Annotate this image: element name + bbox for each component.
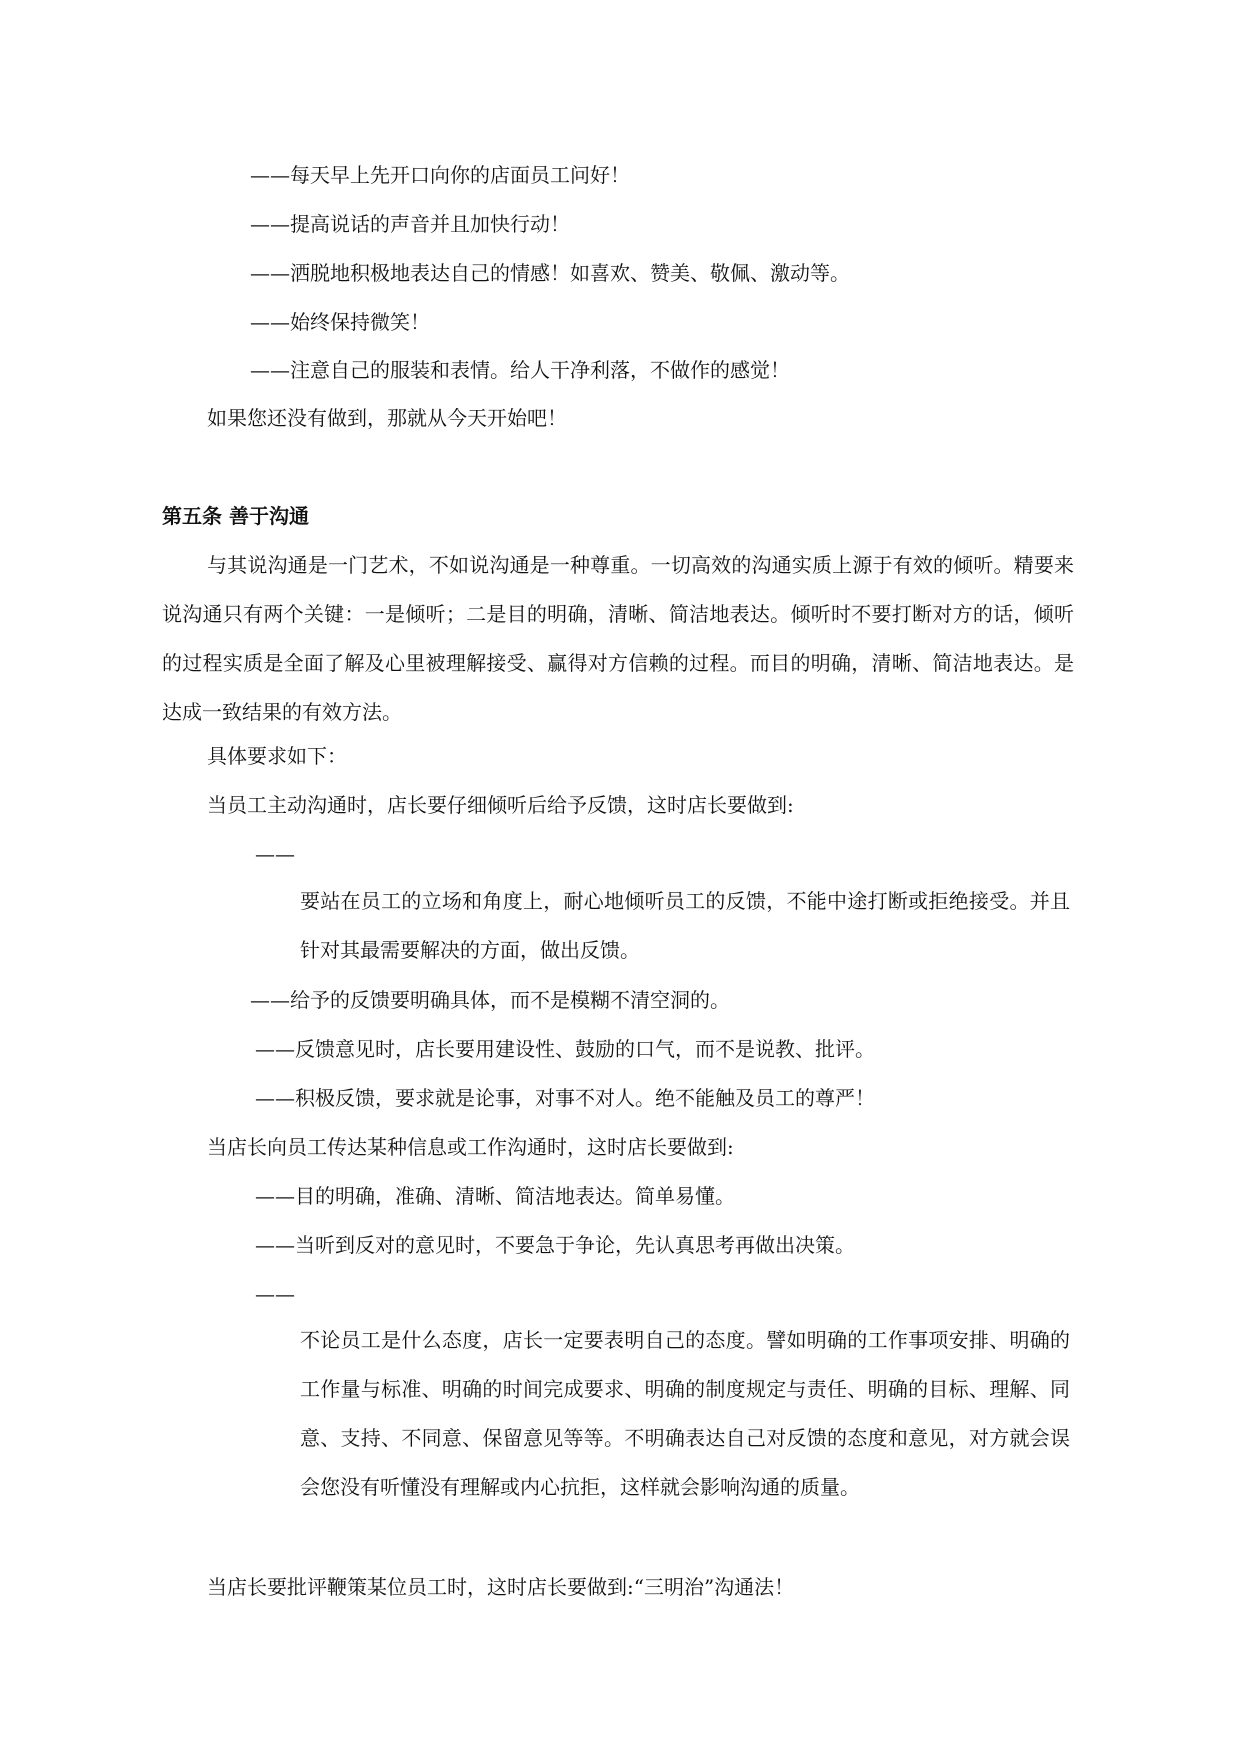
intro-closing: 如果您还没有做到，那就从今天开始吧！ (207, 406, 567, 430)
list-item: ——反馈意见时，店长要用建设性、鼓励的口气，而不是说教、批评。 (255, 1037, 875, 1061)
list-item: ——当听到反对的意见时，不要急于争论，先认真思考再做出决策。 (255, 1233, 855, 1257)
section-paragraph: 与其说沟通是一门艺术，不如说沟通是一种尊重。一切高效的沟通实质上源于有效的倾听。精要来说沟通只有两个关键：一是倾听；二是目的明确，清晰、简洁地表达。倾听时不要打断对方的话，倾听的过程实质是全面了解及心里被理解接受、赢得对方信赖的过程。而目的明确，清晰、简洁地表达。是达成一致结果的有效方法。 (162, 553, 1074, 724)
case-intro: 当店长要批评鞭策某位员工时，这时店长要做到:“三明治”沟通法！ (207, 1575, 795, 1599)
list-item: ——始终保持微笑！ (250, 310, 430, 334)
case-intro: 当店长向员工传达某种信息或工作沟通时，这时店长要做到: (207, 1135, 734, 1159)
dash-marker: —— (255, 842, 295, 866)
list-item: ——洒脱地积极地表达自己的情感！如喜欢、赞美、敬佩、激动等。 (250, 261, 850, 285)
list-item: ——提高说话的声音并且加快行动！ (250, 212, 570, 236)
list-item: 不论员工是什么态度，店长一定要表明自己的态度。譬如明确的工作事项安排、明确的工作量与标准、明确的时间完成要求、明确的制度规定与责任、明确的目标、理解、同意、支持、不同意、保留意见等等。不明确表达自己对反馈的态度和意见，对方就会误会您没有听懂没有理解或内心抗拒，这样就会影响沟通的质量。 (300, 1328, 1070, 1499)
list-item: ——目的明确，准确、清晰、简洁地表达。简单易懂。 (255, 1184, 735, 1208)
requirements-intro: 具体要求如下： (207, 744, 347, 768)
list-item: ——积极反馈，要求就是论事，对事不对人。绝不能触及员工的尊严！ (255, 1086, 875, 1110)
dash-marker: —— (255, 1282, 295, 1306)
list-item: ——给予的反馈要明确具体，而不是模糊不清空洞的。 (250, 988, 730, 1012)
list-item: ——注意自己的服装和表情。给人干净利落，不做作的感觉！ (250, 358, 790, 382)
section-heading: 第五条 善于沟通 (162, 504, 309, 528)
list-item: 要站在员工的立场和角度上，耐心地倾听员工的反馈，不能中途打断或拒绝接受。并且针对其最需要解决的方面，做出反馈。 (300, 889, 1070, 962)
case-intro: 当员工主动沟通时，店长要仔细倾听后给予反馈，这时店长要做到: (207, 793, 794, 817)
list-item: ——每天早上先开口向你的店面员工问好！ (250, 163, 630, 187)
